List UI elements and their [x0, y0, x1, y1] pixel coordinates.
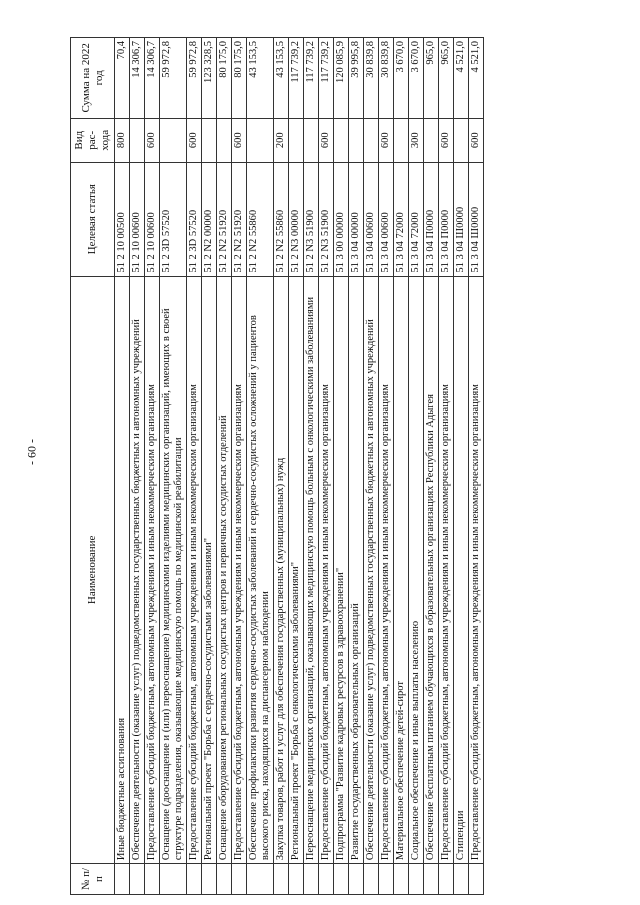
cell-kind	[394, 118, 409, 162]
cell-num	[379, 864, 394, 895]
cell-target: 51 2 10 00600	[130, 162, 145, 276]
cell-amount: 39 995,8	[349, 38, 364, 119]
cell-name: Предоставление субсидий бюджетным, автономным учреждениям и иным некоммерческим организациям	[145, 276, 160, 864]
cell-name: Социальное обеспечение и иные выплаты населению	[409, 276, 424, 864]
cell-kind	[247, 118, 274, 162]
cell-name: Предоставление субсидий бюджетным, автономным учреждениям и иным некоммерческим организациям	[379, 276, 394, 864]
cell-target: 51 2 N2 51920	[232, 162, 247, 276]
cell-kind	[424, 118, 439, 162]
cell-name: Региональный проект "Борьба с сердечно-сосудистыми заболеваниями"	[202, 276, 217, 864]
cell-kind: 600	[379, 118, 394, 162]
cell-amount: 30 839,8	[364, 38, 379, 119]
cell-name: Обеспечение бесплатным питанием обучающихся в образовательных организациях Республики Адыгея	[424, 276, 439, 864]
cell-amount: 30 839,8	[379, 38, 394, 119]
cell-kind	[349, 118, 364, 162]
cell-target: 51 3 00 00000	[334, 162, 349, 276]
cell-kind	[364, 118, 379, 162]
cell-name: Иные бюджетные ассигнования	[115, 276, 130, 864]
cell-name: Обеспечение деятельности (оказание услуг) подведомственных государственных бюджетных и автономных учреждений	[130, 276, 145, 864]
cell-name: Переоснащение медицинских организаций, оказывающих медицинскую помощь больным с онкологическими заболеваниями	[304, 276, 319, 864]
cell-amount: 14 306,7	[130, 38, 145, 119]
table-row	[394, 38, 409, 895]
cell-target: 51 3 04 72000	[394, 162, 409, 276]
cell-num	[319, 864, 334, 895]
cell-name: Предоставление субсидий бюджетным, автономным учреждениям и иным некоммерческим организациям	[469, 276, 484, 864]
cell-num	[394, 864, 409, 895]
table-row	[115, 38, 130, 895]
cell-name: Обеспечение деятельности (оказание услуг) подведомственных государственных бюджетных и автономных учреждений	[364, 276, 379, 864]
cell-name: Оснащение оборудованием региональных сосудистых центров и первичных сосудистых отделений	[217, 276, 232, 864]
cell-amount: 70,4	[115, 38, 130, 119]
cell-amount: 4 521,0	[469, 38, 484, 119]
table-row	[202, 38, 217, 895]
cell-num	[130, 864, 145, 895]
rotated-sheet	[20, 10, 540, 895]
cell-target: 51 2 10 00600	[145, 162, 160, 276]
cell-num	[364, 864, 379, 895]
cell-amount: 117 739,2	[289, 38, 304, 119]
table-row	[217, 38, 232, 895]
table-row	[289, 38, 304, 895]
cell-target: 51 3 04 П0000	[439, 162, 454, 276]
cell-target: 51 3 04 00600	[364, 162, 379, 276]
cell-target: 51 2 3D 57520	[187, 162, 202, 276]
cell-target: 51 2 N2 00000	[202, 162, 217, 276]
cell-kind	[454, 118, 469, 162]
cell-name: Предоставление субсидий бюджетным, автономным учреждениям и иным некоммерческим организациям	[232, 276, 247, 864]
header-num: № п/п	[71, 864, 115, 895]
cell-target: 51 3 04 00000	[349, 162, 364, 276]
cell-amount: 80 175,0	[232, 38, 247, 119]
cell-num	[409, 864, 424, 895]
cell-num	[349, 864, 364, 895]
cell-name: Предоставление субсидий бюджетным, автономным учреждениям и иным некоммерческим организациям	[187, 276, 202, 864]
cell-kind	[160, 118, 187, 162]
table-row	[319, 38, 334, 895]
header-kind: Вид рас- хода	[71, 118, 115, 162]
cell-name: Стипендии	[454, 276, 469, 864]
cell-num	[202, 864, 217, 895]
cell-num	[304, 864, 319, 895]
cell-name: Материальное обеспечение детей-сирот	[394, 276, 409, 864]
cell-name: Оснащение (дооснащение и (или) переоснащение) медицинскими изделиями медицинских организаций, имеющих в своей структуре подразделения, оказывающие медицинскую помощь по медицинской реабилитации	[160, 276, 187, 864]
cell-kind: 800	[115, 118, 130, 162]
cell-num	[145, 864, 160, 895]
table-row	[232, 38, 247, 895]
cell-target: 51 2 3D 57520	[160, 162, 187, 276]
table-row	[145, 38, 160, 895]
cell-kind: 300	[409, 118, 424, 162]
cell-amount: 965,0	[439, 38, 454, 119]
header-target: Целевая статья	[71, 162, 115, 276]
cell-target: 51 3 04 Ш0000	[454, 162, 469, 276]
cell-num	[454, 864, 469, 895]
cell-amount: 4 521,0	[454, 38, 469, 119]
table-row	[469, 38, 484, 895]
cell-amount: 117 739,2	[319, 38, 334, 119]
cell-kind: 600	[232, 118, 247, 162]
cell-amount: 14 306,7	[145, 38, 160, 119]
cell-target: 51 3 04 00600	[379, 162, 394, 276]
table-row	[274, 38, 289, 895]
cell-name: Обеспечение профилактики развития сердечно-сосудистых заболеваний и сердечно-сосудистых осложнений у пациентов высокого риска, находящихся на диспансерном наблюдении	[247, 276, 274, 864]
cell-amount: 120 085,9	[334, 38, 349, 119]
cell-target: 51 2 N3 00000	[289, 162, 304, 276]
table-row	[160, 38, 187, 895]
cell-kind: 600	[187, 118, 202, 162]
cell-target: 51 2 N3 51900	[319, 162, 334, 276]
table-body	[115, 38, 484, 895]
cell-amount: 43 153,5	[247, 38, 274, 119]
cell-amount: 3 670,0	[409, 38, 424, 119]
budget-table	[70, 37, 484, 895]
cell-kind: 600	[145, 118, 160, 162]
cell-num	[187, 864, 202, 895]
cell-num	[469, 864, 484, 895]
cell-target: 51 2 N2 55860	[274, 162, 289, 276]
cell-kind	[289, 118, 304, 162]
cell-num	[115, 864, 130, 895]
cell-target: 51 3 04 П0000	[424, 162, 439, 276]
cell-name: Развитие государственных образовательных организаций	[349, 276, 364, 864]
cell-num	[217, 864, 232, 895]
cell-amount: 80 175,0	[217, 38, 232, 119]
cell-num	[247, 864, 274, 895]
cell-kind: 600	[319, 118, 334, 162]
page-number: - 60 -	[24, 439, 39, 465]
cell-name: Подпрограмма "Развитие кадровых ресурсов в здравоохранении"	[334, 276, 349, 864]
cell-kind	[202, 118, 217, 162]
table-row	[304, 38, 319, 895]
table-row	[247, 38, 274, 895]
table-row	[187, 38, 202, 895]
cell-num	[289, 864, 304, 895]
cell-kind	[130, 118, 145, 162]
table-row	[424, 38, 439, 895]
cell-amount: 965,0	[424, 38, 439, 119]
cell-amount: 59 972,8	[187, 38, 202, 119]
cell-name: Закупка товаров, работ и услуг для обеспечения государственных (муниципальных) нужд	[274, 276, 289, 864]
table-row	[379, 38, 394, 895]
cell-num	[334, 864, 349, 895]
cell-target: 51 3 04 72000	[409, 162, 424, 276]
cell-amount: 59 972,8	[160, 38, 187, 119]
table-row	[439, 38, 454, 895]
table-row	[334, 38, 349, 895]
cell-amount: 43 153,5	[274, 38, 289, 119]
cell-amount: 123 328,5	[202, 38, 217, 119]
cell-kind	[304, 118, 319, 162]
table-row	[409, 38, 424, 895]
table-row	[349, 38, 364, 895]
cell-target: 51 2 10 00500	[115, 162, 130, 276]
cell-num	[439, 864, 454, 895]
cell-target: 51 2 N2 51920	[217, 162, 232, 276]
cell-name: Предоставление субсидий бюджетным, автономным учреждениям и иным некоммерческим организациям	[439, 276, 454, 864]
cell-num	[160, 864, 187, 895]
cell-num	[232, 864, 247, 895]
cell-amount: 3 670,0	[394, 38, 409, 119]
cell-kind: 600	[439, 118, 454, 162]
cell-name: Предоставление субсидий бюджетным, автономным учреждениям и иным некоммерческим организациям	[319, 276, 334, 864]
cell-target: 51 2 N3 51900	[304, 162, 319, 276]
cell-kind	[217, 118, 232, 162]
table-row	[454, 38, 469, 895]
cell-kind: 200	[274, 118, 289, 162]
cell-num	[424, 864, 439, 895]
cell-kind	[334, 118, 349, 162]
cell-num	[274, 864, 289, 895]
cell-kind: 600	[469, 118, 484, 162]
table-header-row	[71, 38, 115, 895]
header-amount: Сумма на 2022 год	[71, 38, 115, 119]
cell-target: 51 2 N2 55860	[247, 162, 274, 276]
table-row	[130, 38, 145, 895]
header-name: Наименование	[71, 276, 115, 864]
cell-name: Региональный проект "Борьба с онкологическими заболеваниями"	[289, 276, 304, 864]
table-row	[364, 38, 379, 895]
cell-amount: 117 739,2	[304, 38, 319, 119]
cell-target: 51 3 04 Ш0000	[469, 162, 484, 276]
